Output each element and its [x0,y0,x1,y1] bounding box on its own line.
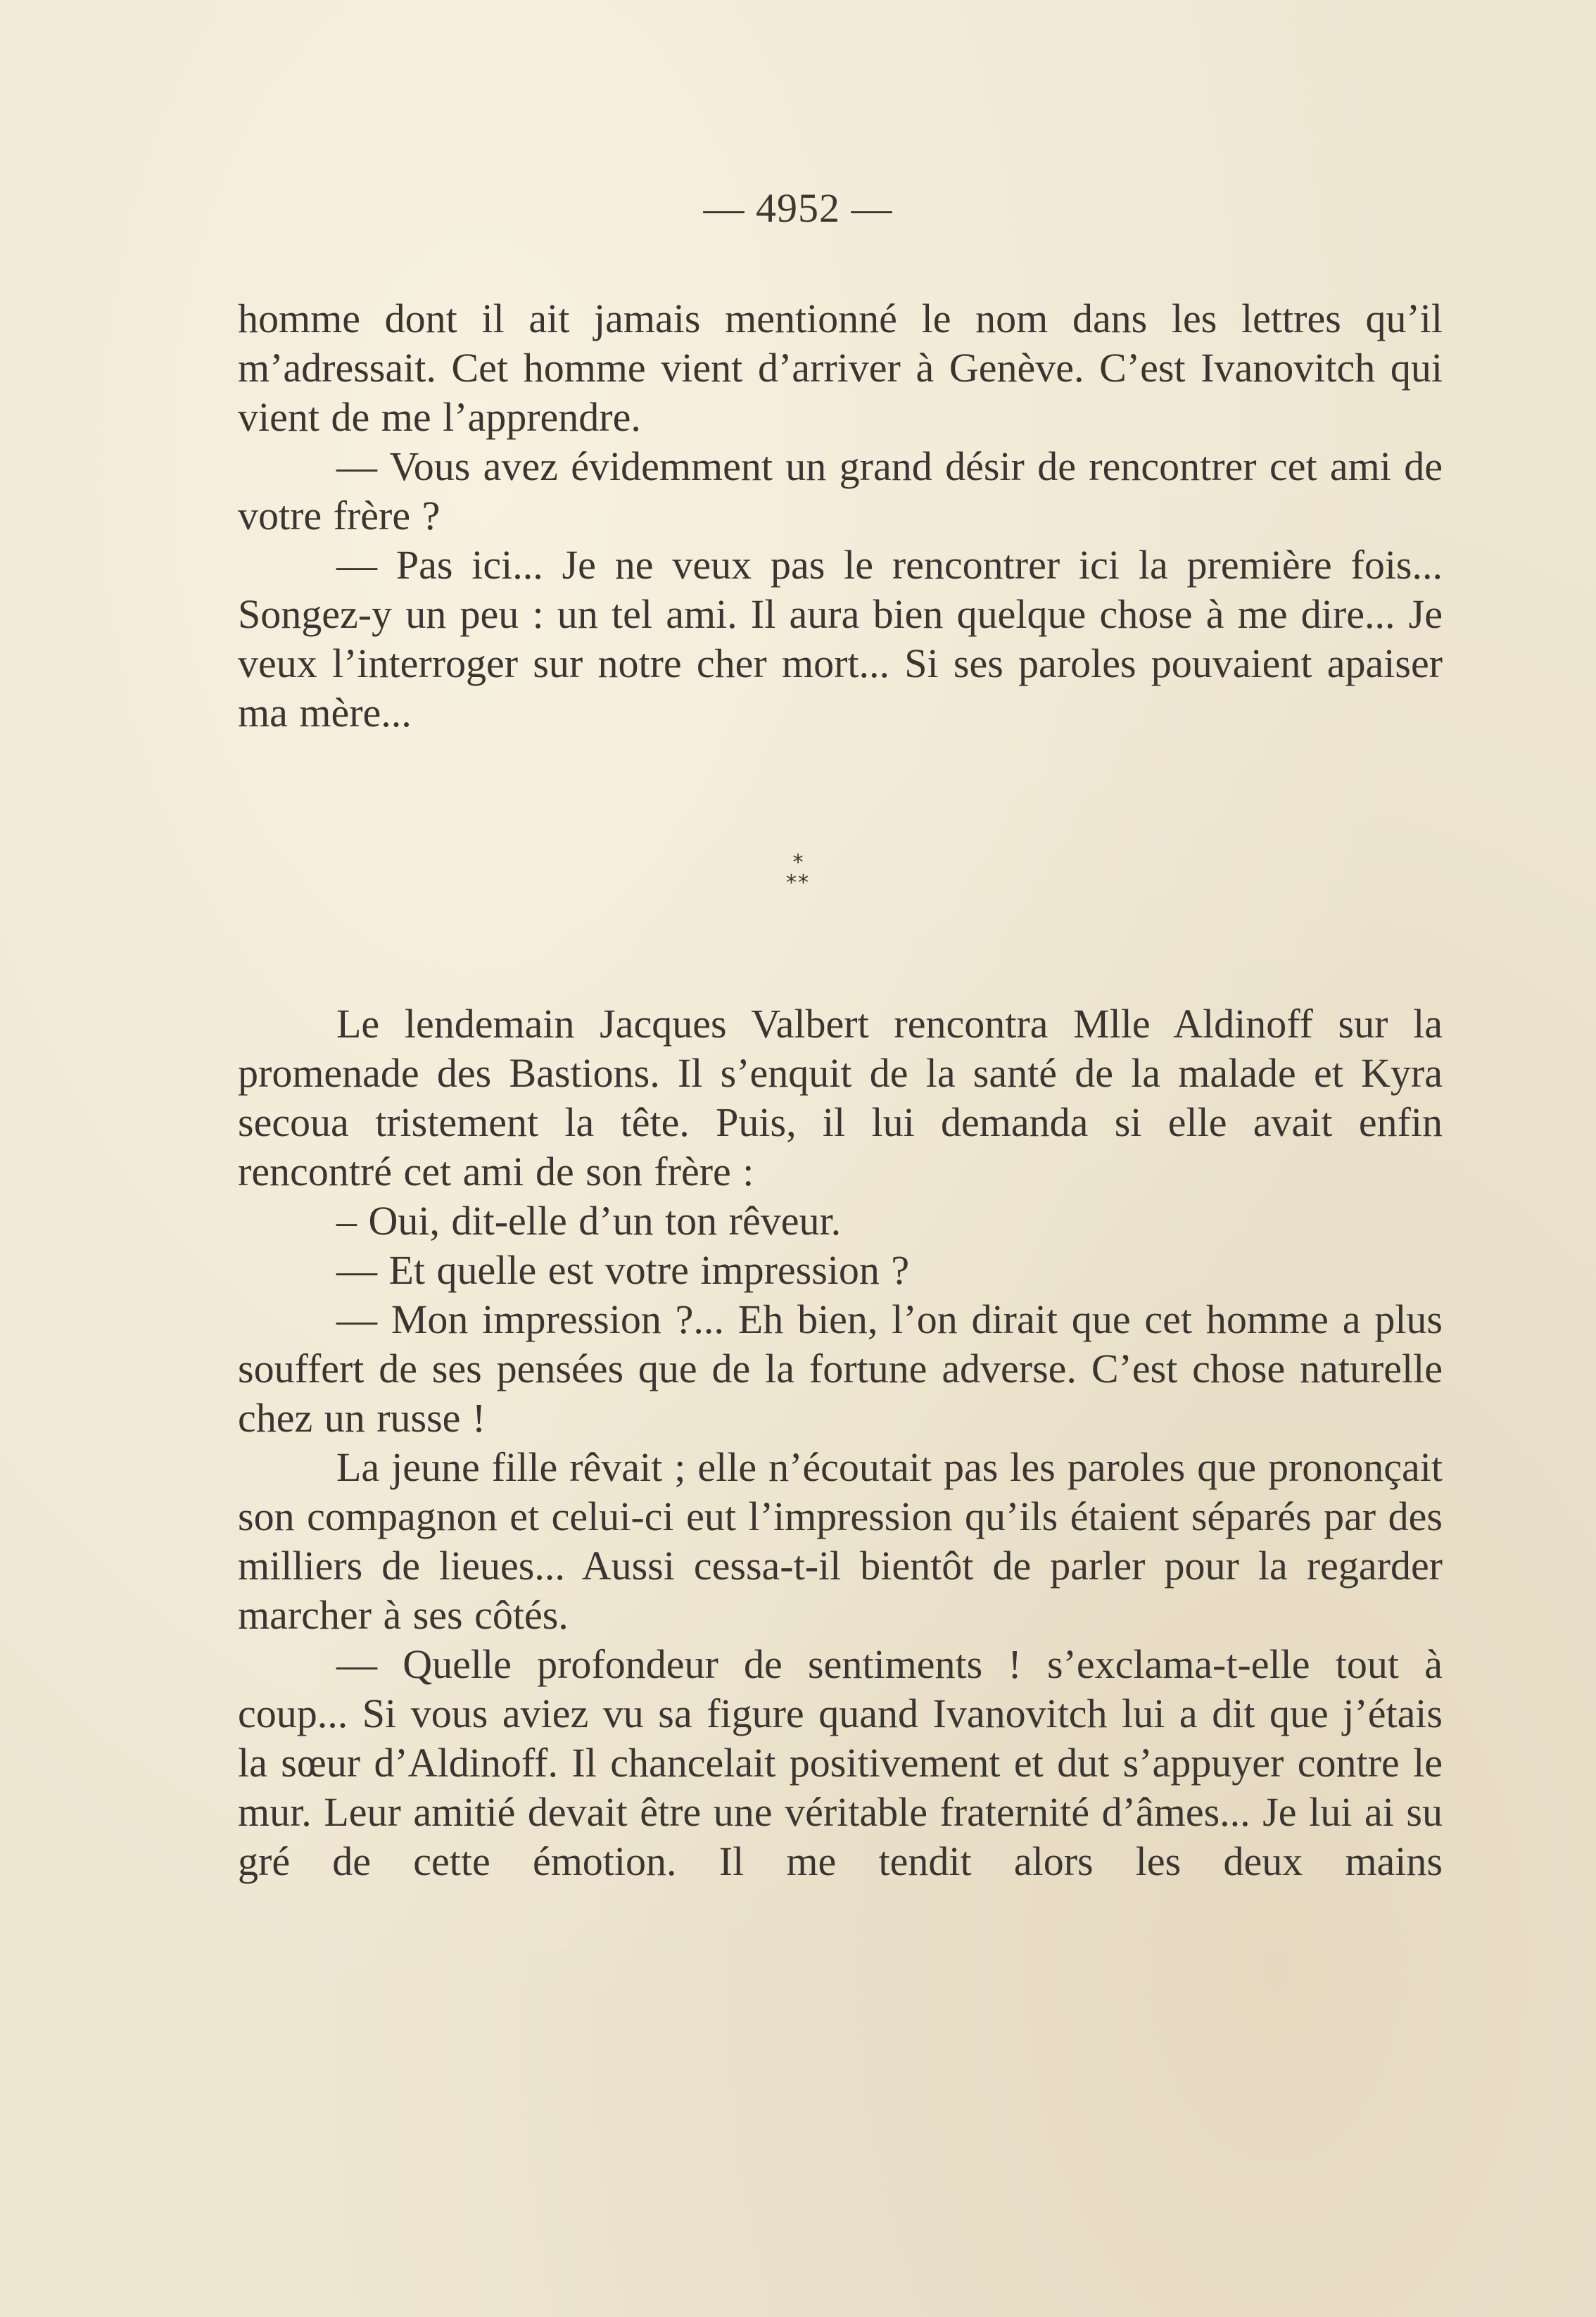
paragraph: — Quelle profondeur de sentiments ! s’exclama-t-elle tout à coup... Si vous aviez vu sa figure quand Ivanovitch lui a dit que j’étais la sœur d’Aldinoff. Il chancelait positivement et dut s’appuyer contre le mur. Leur amitié devait être une véritable fraternité d’âmes... Je lui ai su gré de cette émotion. Il me tendit alors les deux mains [238,1641,1443,1884]
paragraph: Le lendemain Jacques Valbert rencontra Mlle Aldinoff sur la promenade des Bastions. Il s’enquit de la santé de la malade et Kyra secoua tristement la tête. Puis, il lui demanda si elle avait enfin rencontré cet ami de son frère : [238,1001,1443,1194]
paragraph: La jeune fille rêvait ; elle n’écoutait pas les paroles que prononçait son compagnon et celui-ci eut l’impression qu’ils étaient séparés par des milliers de lieues... Aussi cessa-t-il bientôt de parler pour la regarder marcher à ses côtés. [238,1444,1443,1638]
text-section-2 [238,999,1443,1886]
paragraph: homme dont il ait jamais mentionné le nom dans les lettres qu’il m’adressait. Cet homme vient d’arriver à Genève. C’est Ivanovitch qui vient de me l’apprendre. [238,296,1443,440]
paragraph: — Vous avez évidemment un grand désir de rencontrer cet ami de votre frère ? [238,443,1443,538]
separator-asterisks-bottom: ** [786,871,810,895]
paragraph: — Pas ici... Je ne veux pas le rencontrer ici la première fois... Songez-y un peu : un tel ami. Il aura bien quelque chose à me dire... Je veux l’interroger sur notre cher mort... Si ses paroles pouvaient apaiser ma mère... [238,542,1443,735]
paragraph: – Oui, dit-elle d’un ton rêveur. [336,1198,842,1244]
page-number: — 4952 — [703,185,893,231]
text-section-1 [238,294,1443,738]
paragraph: — Mon impression ?... Eh bien, l’on dirait que cet homme a plus souffert de ses pensées que de la fortune adverse. C’est chose naturelle chez un russe ! [238,1296,1443,1441]
separator-asterisk-top: * [792,850,804,875]
section-separator [0,850,1596,895]
paragraph: — Et quelle est votre impression ? [336,1247,910,1293]
